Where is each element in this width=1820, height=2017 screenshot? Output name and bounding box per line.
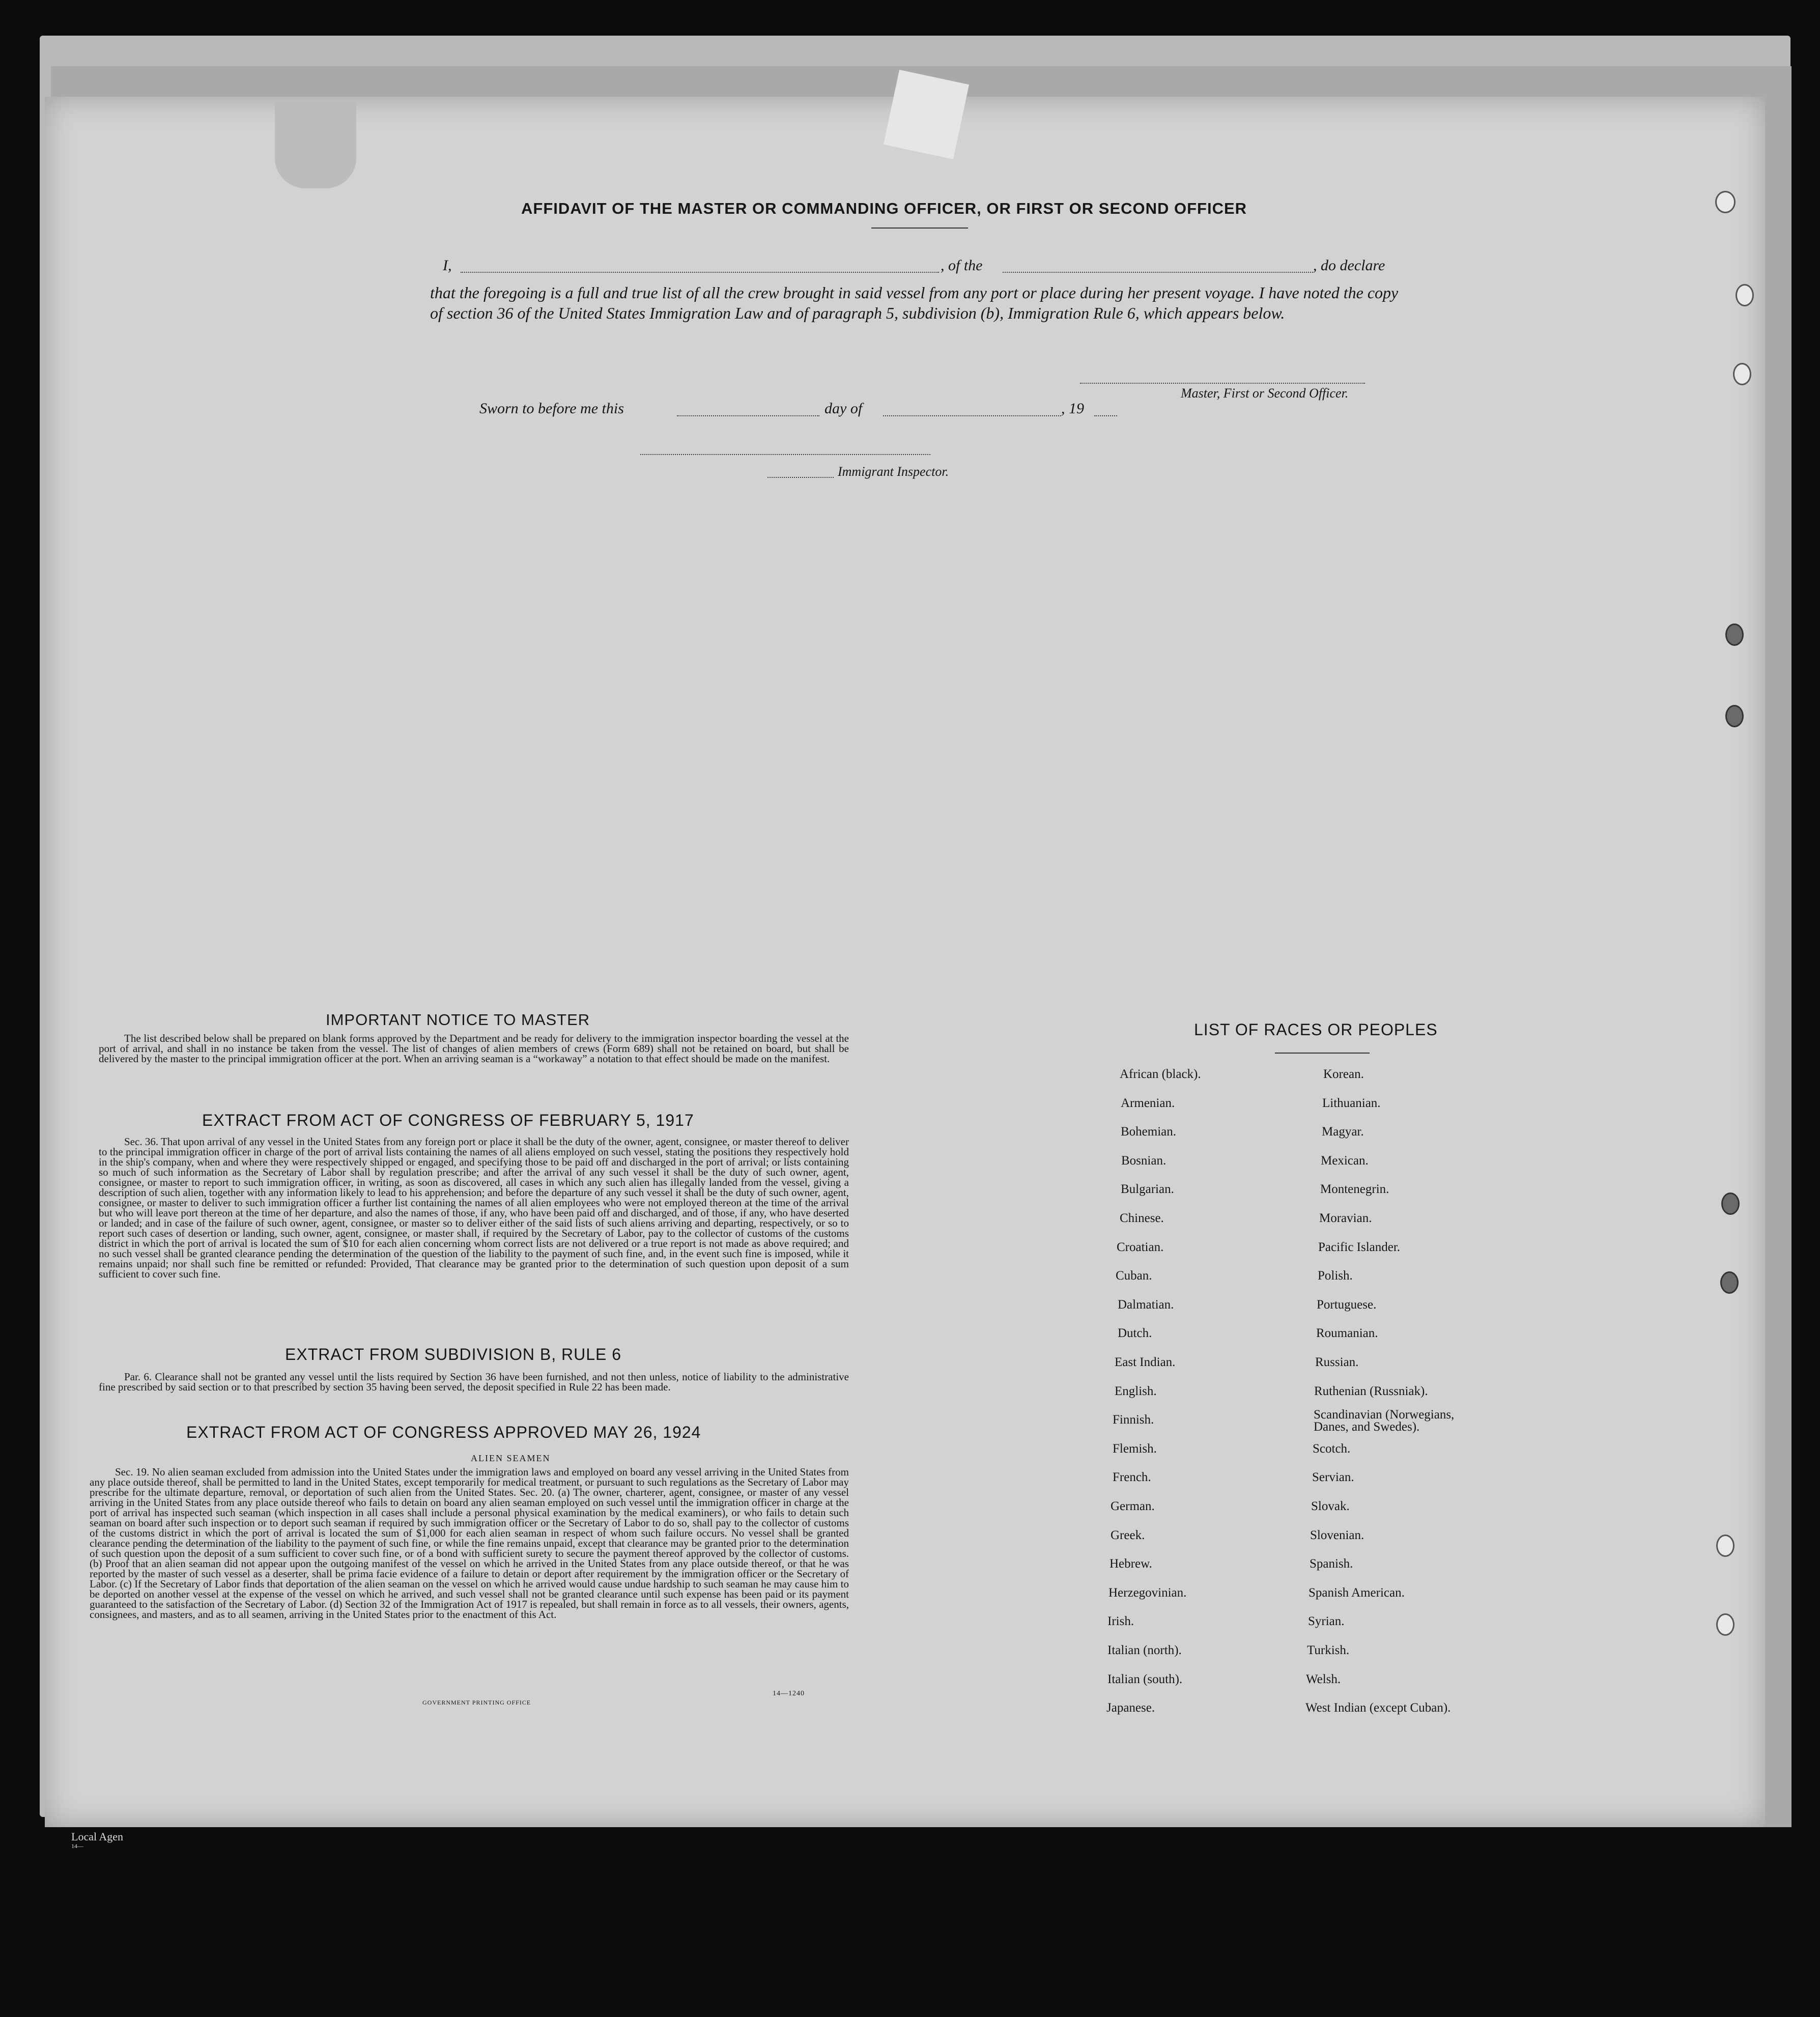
master-signature-line[interactable] xyxy=(1080,381,1365,384)
punch-hole xyxy=(1736,284,1754,306)
master-signature-caption: Master, First or Second Officer. xyxy=(1181,386,1349,401)
race-item: Russian. xyxy=(1315,1355,1359,1369)
act-1917-title: EXTRACT FROM ACT OF CONGRESS OF FEBRUARY 5, 1917 xyxy=(202,1111,694,1129)
race-item: Scotch. xyxy=(1313,1442,1351,1456)
race-item: Herzegovinian. xyxy=(1108,1586,1187,1600)
corner-label-line2: 14— xyxy=(71,1842,83,1850)
vessel-blank-line[interactable] xyxy=(1003,270,1313,273)
race-item: Portuguese. xyxy=(1317,1298,1377,1312)
torn-paper-notch xyxy=(275,102,356,188)
printer-imprint: GOVERNMENT PRINTING OFFICE xyxy=(422,1699,531,1706)
corner-label xyxy=(71,1832,123,1851)
race-item: Bosnian. xyxy=(1121,1154,1167,1168)
affidavit-do-declare: , do declare xyxy=(1313,257,1385,274)
race-item: Chinese. xyxy=(1120,1211,1164,1225)
race-item: Pacific Islander. xyxy=(1318,1240,1401,1254)
race-item: Italian (north). xyxy=(1107,1643,1182,1657)
affidavit-body: that the foregoing is a full and true list of all the crew brought in said vessel from any port or place during her present voyage. I have noted the copy of section 36 of the United States Immigration Law and of paragraph 5, subdivision (b), Immigration Rule 6, which appears below. xyxy=(430,283,1399,322)
race-item: Roumanian. xyxy=(1316,1326,1378,1340)
act-1924-text: Sec. 19. No alien seaman excluded from admission into the United States under the immigration laws and employed on board any vessel arriving in the United States from any place outside thereof, shall be permitted to land in the United States, except temporarily for medical treatment, or pursuant to such regulations as the Secretary of Labor may prescribe for the ultimate departure, removal, or deportation of such alien from the United States. Sec. 20. (a) The owner, charterer, agent, consignee, or master of any vessel arriving in the United States from any place outside thereof who fails to detain on board any alien seaman employed on such vessel until the immigration officer in charge at the port of arrival has inspected such seaman (which inspection in all cases shall include a personal physical examination by the medical examiners), or who fails to detain such seaman on board after such inspection or to deport such seaman if required by such immigration officer or the Secretary of Labor to do so, shall pay to the collector of customs of the customs district in which the port of arrival is located the sum of $1,000 for each alien seaman in respect of whom such failure occurs. No vessel shall be granted clearance pending the determination of the liability to the payment of such fine, or while the fine remains unpaid, except that clearance may be granted prior to the determination of such question upon the deposit of a sum sufficient to cover such fine, or of a bond with sufficient surety to secure the payment thereof approved by the collector of customs. (b) Proof that an alien seaman did not appear upon the outgoing manifest of the vessel on which he arrived in the United States from any place outside thereof, or that he was reported by the master of such vessel as a deserter, shall be prima facie evidence of a failure to detain or deport after requirement by the immigration officer or the Secretary of Labor. (c) If the Secretary of Labor finds that deportation of the alien seaman on the vessel on which he arrived would cause undue hardship to such seaman he may cause him to be deported on another vessel at the expense of the vessel on which he arrived, and such vessel shall not be granted clearance until such expense has been paid or its payment guaranteed to the satisfaction of the Secretary of Labor. (d) Section 32 of the Immigration Act of 1917 is repealed, but shall remain in force as to all vessels, their owners, agents, consignees, and masters, and as to all seamen, arriving in the United States prior to the enactment of this Act. xyxy=(90,1466,849,1621)
notice-text: The list described below shall be prepared on blank forms approved by the Department and be ready for delivery to the immigration inspector boarding the vessel at the port of arrival, and shall in no instance be taken from the vessel. The list of changes of alien members of crews (Form 689) shall not be retained on board, but shall be delivered by the master to the principal immigration officer at the port. When an arriving seaman is a “workaway” a notation to that effect should be made on the manifest. xyxy=(99,1032,849,1065)
sworn-month-blank[interactable] xyxy=(883,413,1061,416)
inspector-signature-line[interactable] xyxy=(640,452,930,455)
rule6-title: EXTRACT FROM SUBDIVISION B, RULE 6 xyxy=(285,1345,622,1363)
race-item: Finnish. xyxy=(1113,1413,1154,1427)
race-item: German. xyxy=(1111,1499,1155,1513)
race-item: Cuban. xyxy=(1116,1269,1152,1283)
punch-hole xyxy=(1733,363,1751,385)
race-item: Spanish American. xyxy=(1309,1586,1405,1600)
race-item: Dutch. xyxy=(1118,1326,1152,1340)
punch-hole xyxy=(1721,1192,1740,1215)
race-item: Dalmatian. xyxy=(1118,1298,1174,1312)
punch-hole xyxy=(1720,1271,1739,1294)
race-item: Magyar. xyxy=(1322,1125,1364,1139)
punch-hole xyxy=(1716,1613,1734,1636)
race-item: Bohemian. xyxy=(1121,1125,1177,1139)
race-item: Spanish. xyxy=(1310,1557,1353,1571)
race-item: Italian (south). xyxy=(1107,1672,1183,1686)
race-item: Slovenian. xyxy=(1310,1528,1364,1542)
alien-seamen-subtitle: ALIEN SEAMEN xyxy=(471,1453,551,1463)
corner-label-line1: Local Agen xyxy=(71,1830,124,1843)
race-item: Flemish. xyxy=(1113,1442,1157,1456)
affidavit-i-word: I, xyxy=(443,257,452,274)
races-divider xyxy=(1275,1053,1370,1054)
race-item: Moravian. xyxy=(1319,1211,1372,1225)
race-item: Lithuanian. xyxy=(1322,1096,1381,1110)
title-divider xyxy=(871,228,968,229)
race-item: Servian. xyxy=(1312,1470,1354,1484)
race-item: English. xyxy=(1115,1384,1157,1398)
notice-title: IMPORTANT NOTICE TO MASTER xyxy=(326,1011,590,1029)
races-title: LIST OF RACES OR PEOPLES xyxy=(1194,1020,1438,1039)
race-item: East Indian. xyxy=(1115,1355,1176,1369)
race-item: French. xyxy=(1113,1470,1151,1484)
day-of-label: day of xyxy=(824,400,863,417)
inspector-caption: Immigrant Inspector. xyxy=(838,464,949,479)
act-1924-title: EXTRACT FROM ACT OF CONGRESS APPROVED MAY 26, 1924 xyxy=(186,1423,701,1441)
act-1917-text: Sec. 36. That upon arrival of any vessel in the United States from any foreign port or place it shall be the duty of the owner, agent, consignee, or master thereof to deliver to the principal immigration officer in charge of the port of arrival lists containing the names of all aliens employed on such vessel, stating the positions they respectively hold in the ship's company, when and where they were respectively shipped or engaged, and specifying those to be paid off and discharged in the port of arrival; or lists containing so much of such information as the Secretary of Labor shall by regulation prescribe; and after the arrival of any such vessel it shall be the duty of such owner, agent, consignee, or master to report to such immigration officer, in writing, as soon as discovered, all cases in which any such alien has illegally landed from the vessel, giving a description of such alien, together with any information likely to lead to his apprehension; and before the departure of any such vessel it shall be the duty of such owner, agent, consignee, or master to deliver to such immigration officer a further list containing the names of all alien employees who were not employed thereon at the time of the arrival but who will leave port thereon at the time of her departure, and also the names of those, if any, who have been paid off and discharged, and of those, if any, who have deserted or landed; and in case of the failure of such owner, agent, consignee, or master so to deliver either of the said lists of such aliens arriving and departing, respectively, or so to report such cases of desertion or landing, such owner, agent, consignee, or master shall, if required by the Secretary of Labor, pay to the collector of customs of the customs district in which the port of arrival is located the sum of $10 for each alien concerning whom correct lists are not delivered or a true report is not made as above required; and no such vessel shall be granted clearance pending the determination of the question of the liability to the payment of such fine, and, in the event such fine is imposed, while it remains unpaid; nor shall such fine be remitted or refunded: Provided, That clearance may be granted prior to the determination of such question upon deposit of a sum sufficient to cover such fine. xyxy=(99,1135,849,1280)
sworn-year-blank[interactable] xyxy=(1094,413,1117,416)
punch-hole xyxy=(1715,191,1736,213)
race-item: Montenegrin. xyxy=(1320,1182,1389,1196)
punch-hole xyxy=(1716,1535,1734,1557)
race-item: Hebrew. xyxy=(1110,1557,1152,1571)
race-item: Greek. xyxy=(1111,1528,1145,1542)
affidavit-title: AFFIDAVIT OF THE MASTER OR COMMANDING OFFICER, OR FIRST OR SECOND OFFICER xyxy=(521,200,1247,217)
race-item: African (black). xyxy=(1120,1067,1201,1081)
race-item: Croatian. xyxy=(1117,1240,1164,1254)
race-item: Scandinavian (Norwegians, Danes, and Swedes). xyxy=(1314,1408,1455,1434)
sworn-prefix: Sworn to before me this xyxy=(479,400,624,417)
name-blank-line[interactable] xyxy=(461,270,939,273)
race-item: Turkish. xyxy=(1307,1643,1350,1657)
punch-hole xyxy=(1725,705,1744,727)
race-item: Polish. xyxy=(1318,1269,1353,1283)
race-item: Mexican. xyxy=(1321,1154,1369,1168)
year-prefix: , 19 xyxy=(1061,400,1084,417)
race-item: Syrian. xyxy=(1308,1614,1345,1628)
race-item: Armenian. xyxy=(1121,1096,1175,1110)
punch-hole xyxy=(1725,623,1744,646)
race-item: West Indian (except Cuban). xyxy=(1305,1701,1451,1715)
race-item: Slovak. xyxy=(1311,1499,1350,1513)
rule6-text: Par. 6. Clearance shall not be granted any vessel until the lists required by Section 36 have been furnished, and not then unless, notice of liability to the administrative fine prescribed by said section or to that prescribed by section 35 having been served, the deposit specified in Rule 22 has been made. xyxy=(99,1371,849,1393)
race-item: Welsh. xyxy=(1306,1672,1341,1686)
form-number: 14—1240 xyxy=(773,1690,805,1697)
race-item: Ruthenian (Russniak). xyxy=(1314,1384,1428,1398)
race-item: Bulgarian. xyxy=(1121,1182,1174,1196)
race-item: Korean. xyxy=(1323,1067,1364,1081)
race-item: Japanese. xyxy=(1106,1701,1155,1715)
affidavit-of-the: , of the xyxy=(941,257,983,274)
race-item: Irish. xyxy=(1107,1614,1134,1628)
inspector-prefix-dots xyxy=(767,475,834,478)
sworn-day-blank[interactable] xyxy=(677,413,819,416)
